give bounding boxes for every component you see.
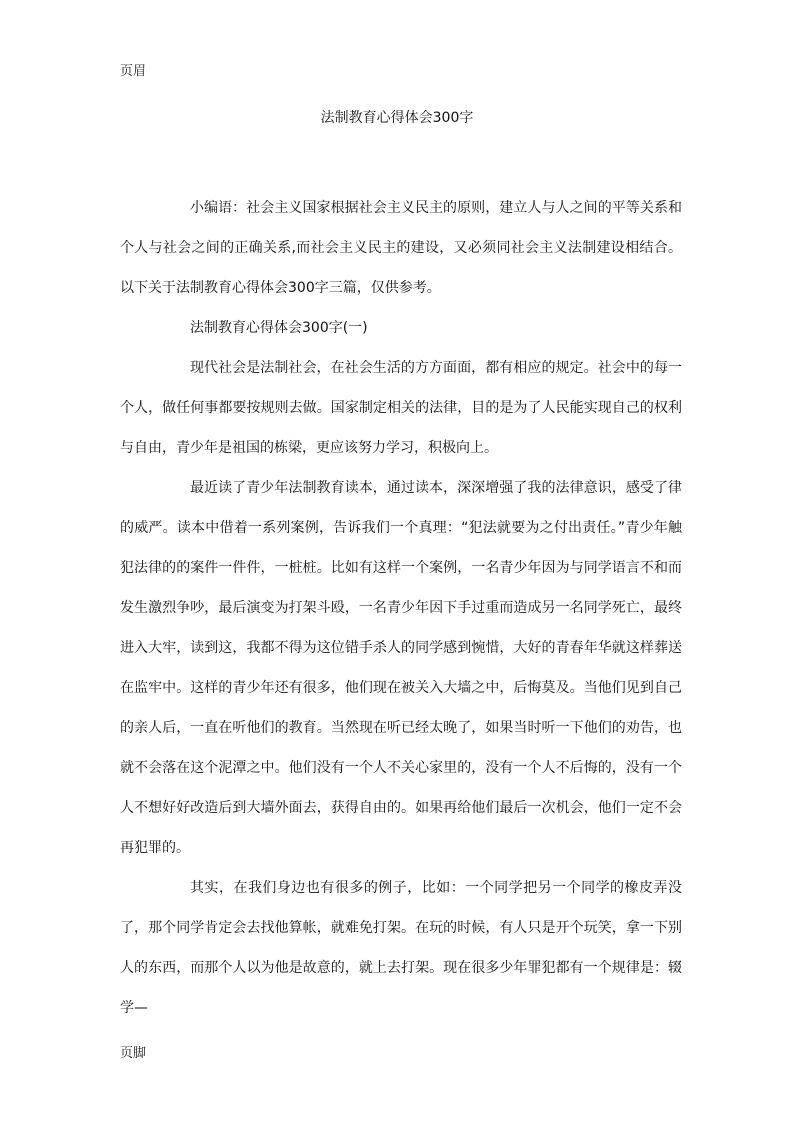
section-heading: 法制教育心得体会300字(一) — [190, 320, 368, 336]
body-paragraph: 最近读了青少年法制教育读本，通过读本，深深增强了我的法律意识，感受了律的威严。读本中借着一系列案例，告诉我们一个真理：“犯法就要为之付出责任。”青少年触犯法律的的案件一件件，一桩桩。比如有这样一个案例，一名青少年因为与同学语言不和而发生激烈争吵，最后演变为打架斗殴，一名青少年因下手过重而造成另一名同学死亡，最终进入大牢，读到这，我都不得为这位错手杀人的同学感到惋惜，大好的青春年华就这样葬送在监牢中。这样的青少年还有很多，他们现在被关入大墙之中，后悔莫及。当他们见到自己的亲人后，一直在听他们的教育。当然现在听已经太晚了，如果当时听一下他们的劝告，也就不会落在这个泥潭之中。他们没有一个人不关心家里的，没有一个人不后悔的，没有一个人不想好好改造后到大墙外面去，获得自由的。如果再给他们最后一次机会，他们一定不会再犯罪的。 — [120, 480, 682, 856]
page-footer: 页脚 — [120, 1046, 147, 1061]
document-body — [120, 188, 682, 1028]
body-paragraph: 其实，在我们身边也有很多的例子，比如：一个同学把另一个同学的橡皮弄没了，那个同学肯定会去找他算帐，就难免打架。在玩的时候，有人只是开个玩笑，拿一下别人的东西，而那个人以为他是故意的，就上去打架。现在很多少年罪犯都有一个规律是：辍学— — [120, 880, 682, 1016]
body-paragraph: 现代社会是法制社会，在社会生活的方方面面，都有相应的规定。社会中的每一个人，做任何事都要按规则去做。国家制定相关的法律，目的是为了人民能实现自己的权利与自由，青少年是祖国的栋梁，更应该努力学习，积极向上。 — [120, 360, 682, 456]
intro-paragraph: 小编语：社会主义国家根据社会主义民主的原则，建立人与人之间的平等关系和个人与社会之间的正确关系,而社会主义民主的建设，又必须同社会主义法制建设相结合。以下关于法制教育心得体会300字三篇，仅供参考。 — [120, 200, 682, 296]
page-header: 页眉 — [120, 64, 147, 79]
document-title: 法制教育心得体会300字 — [320, 110, 474, 126]
